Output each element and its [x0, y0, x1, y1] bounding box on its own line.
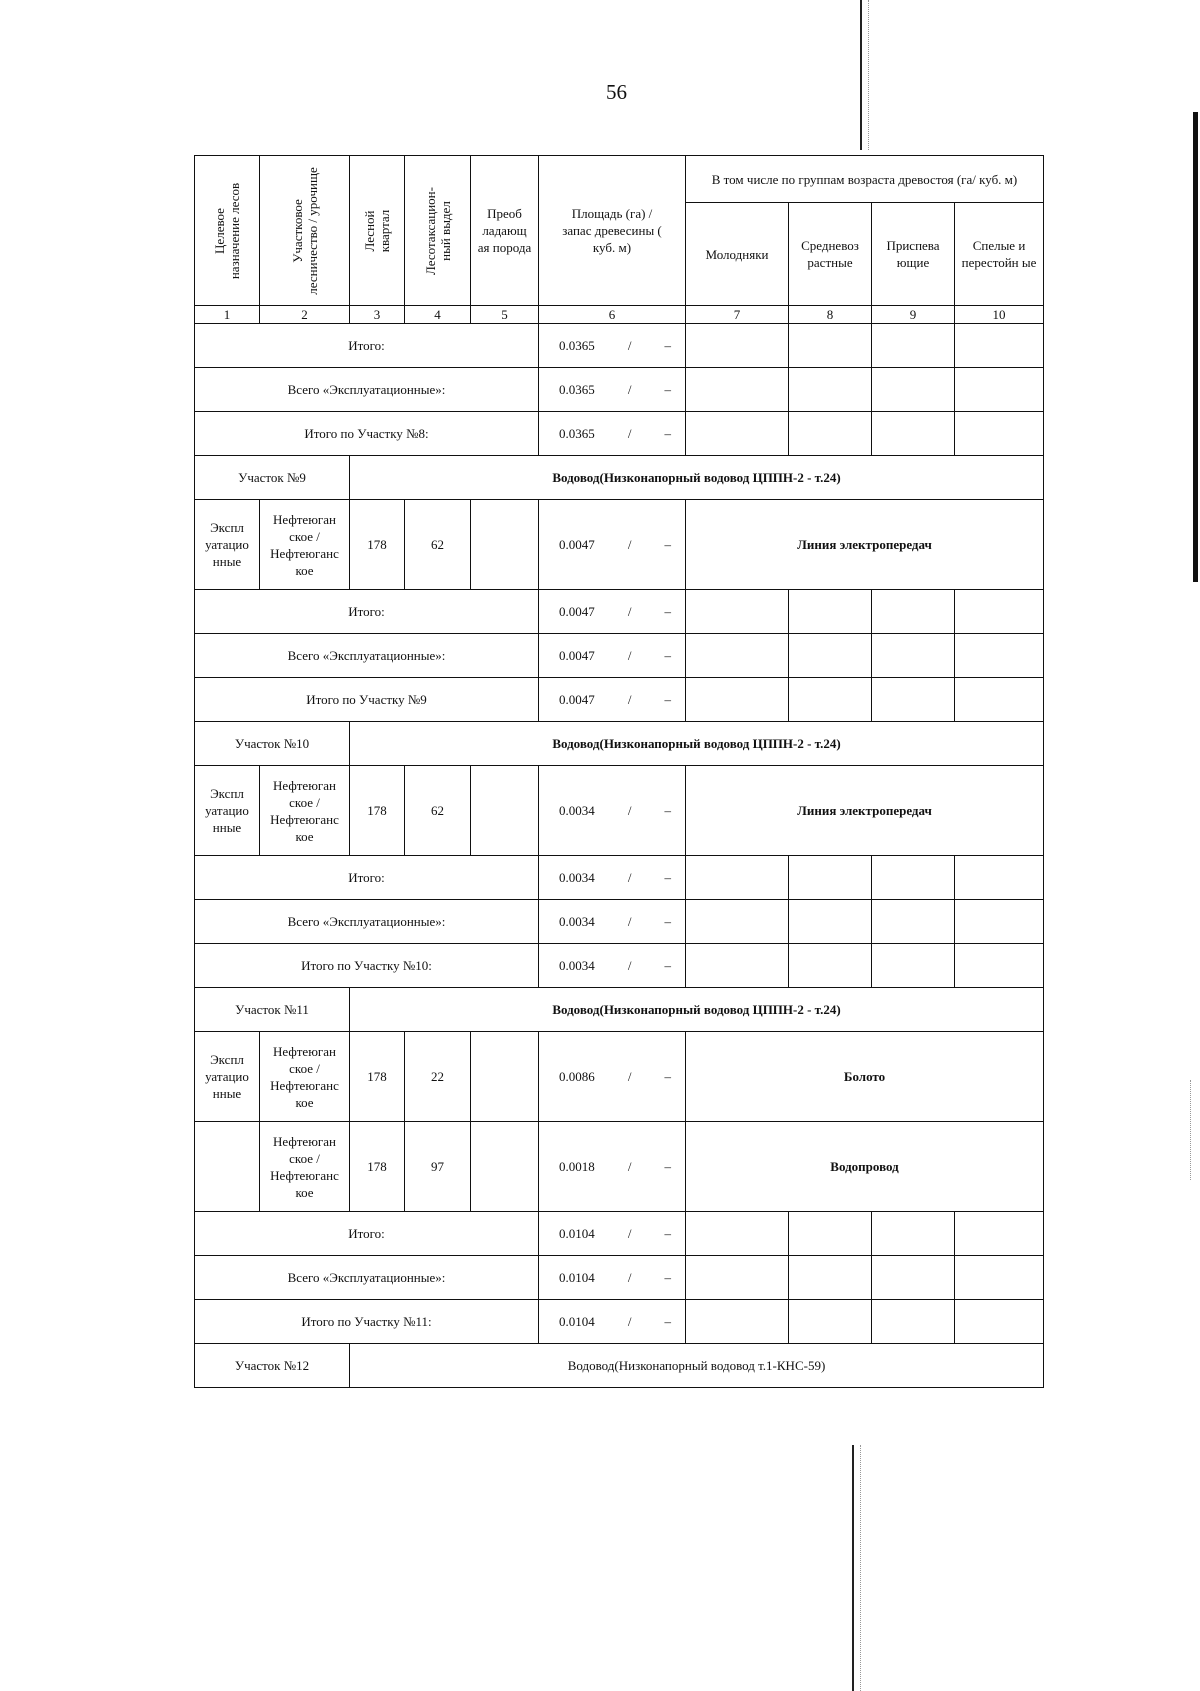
vydel-cell: 62: [405, 766, 471, 856]
dash: –: [664, 1069, 671, 1084]
area-value: 0.0365: [559, 426, 595, 441]
section-label: Участок №12: [195, 1344, 350, 1388]
data-row: [195, 500, 1044, 590]
summary-label: Всего «Эксплуатационные»:: [195, 900, 539, 944]
summary-label: Итого по Участку №9: [195, 678, 539, 722]
summary-label: Итого:: [195, 590, 539, 634]
separator: /: [627, 426, 632, 441]
dash: –: [664, 1270, 671, 1285]
separator: /: [627, 338, 632, 353]
summary-label: Итого:: [195, 856, 539, 900]
separator: /: [627, 382, 632, 397]
vydel-cell: 22: [405, 1032, 471, 1122]
summary-area-cell: [539, 324, 686, 368]
vydel-cell: 97: [405, 1122, 471, 1212]
forest-inventory-table: [194, 155, 1044, 1388]
separator: /: [627, 1270, 632, 1285]
note-cell: Линия электропередач: [686, 500, 1044, 590]
separator: /: [627, 692, 632, 707]
note-cell: Линия электропередач: [686, 766, 1044, 856]
area-value: 0.0104: [559, 1270, 595, 1285]
purpose-cell: [195, 1122, 260, 1212]
header-kvartal: Лесной квартал: [350, 156, 405, 306]
summary-row: [195, 412, 1044, 456]
forestry-cell: Нефтеюган ское / Нефтеюганс кое: [260, 1032, 350, 1122]
section-title-row: [195, 722, 1044, 766]
dash: –: [664, 338, 671, 353]
summary-area-cell: [539, 1300, 686, 1344]
purpose-cell: Экспл уатацио нные: [195, 1032, 260, 1122]
scan-margin-line: [860, 0, 862, 150]
purpose-cell: Экспл уатацио нные: [195, 500, 260, 590]
area-value: 0.0047: [559, 648, 595, 663]
dash: –: [664, 604, 671, 619]
summary-area-cell: [539, 412, 686, 456]
area-value: 0.0047: [559, 692, 595, 707]
summary-row: [195, 944, 1044, 988]
separator: /: [627, 1314, 632, 1329]
area-value: 0.0365: [559, 382, 595, 397]
column-number-row: [195, 306, 1044, 324]
header-forestry: Участковое лесничество / урочище: [260, 156, 350, 306]
summary-label: Итого:: [195, 324, 539, 368]
summary-area-cell: [539, 944, 686, 988]
header-maturing: Приспева ющие: [872, 203, 955, 306]
area-value: 0.0086: [559, 1069, 595, 1084]
separator: /: [627, 1159, 632, 1174]
area-value: 0.0034: [559, 803, 595, 818]
note-cell: Болото: [686, 1032, 1044, 1122]
separator: /: [627, 1069, 632, 1084]
scan-margin-line-bottom: [852, 1445, 854, 1691]
section-title-row: [195, 988, 1044, 1032]
summary-label: Всего «Эксплуатационные»:: [195, 634, 539, 678]
summary-row: [195, 1300, 1044, 1344]
summary-label: Всего «Эксплуатационные»:: [195, 1256, 539, 1300]
area-value: 0.0034: [559, 914, 595, 929]
col-num-5: 5: [471, 306, 539, 324]
data-row: [195, 766, 1044, 856]
forestry-cell: Нефтеюган ское / Нефтеюганс кое: [260, 766, 350, 856]
dash: –: [664, 870, 671, 885]
section-object: Водовод(Низконапорный водовод т.1-КНС-59): [350, 1344, 1044, 1388]
area-cell: [539, 1032, 686, 1122]
col-num-10: 10: [955, 306, 1044, 324]
col-num-2: 2: [260, 306, 350, 324]
area-value: 0.0104: [559, 1226, 595, 1241]
area-cell: [539, 1122, 686, 1212]
summary-row: [195, 1212, 1044, 1256]
summary-label: Итого по Участку №11:: [195, 1300, 539, 1344]
kvartal-cell: 178: [350, 500, 405, 590]
area-value: 0.0104: [559, 1314, 595, 1329]
kvartal-cell: 178: [350, 1032, 405, 1122]
dash: –: [664, 648, 671, 663]
scan-margin-dots-bottom: [860, 1445, 861, 1691]
header-young: Молодняки: [686, 203, 789, 306]
summary-area-cell: [539, 1256, 686, 1300]
summary-area-cell: [539, 634, 686, 678]
purpose-cell: Экспл уатацио нные: [195, 766, 260, 856]
area-cell: [539, 766, 686, 856]
dash: –: [664, 692, 671, 707]
section-label: Участок №11: [195, 988, 350, 1032]
section-object: Водовод(Низконапорный водовод ЦППН-2 - т.24): [350, 722, 1044, 766]
separator: /: [627, 870, 632, 885]
separator: /: [627, 958, 632, 973]
summary-area-cell: [539, 900, 686, 944]
forestry-cell: Нефтеюган ское / Нефтеюганс кое: [260, 1122, 350, 1212]
note-cell: Водопровод: [686, 1122, 1044, 1212]
dash: –: [664, 803, 671, 818]
section-title-row: [195, 456, 1044, 500]
dash: –: [664, 914, 671, 929]
separator: /: [627, 803, 632, 818]
col-num-4: 4: [405, 306, 471, 324]
header-area: Площадь (га) / запас древесины ( куб. м): [539, 156, 686, 306]
header-species: Преоб ладающ ая порода: [471, 156, 539, 306]
header-purpose: Целевое назначение лесов: [195, 156, 260, 306]
scan-edge-dots: [1190, 1080, 1191, 1180]
section-object: Водовод(Низконапорный водовод ЦППН-2 - т.24): [350, 456, 1044, 500]
section-object: Водовод(Низконапорный водовод ЦППН-2 - т.24): [350, 988, 1044, 1032]
header-middle-aged: Средневоз растные: [789, 203, 872, 306]
separator: /: [627, 648, 632, 663]
col-num-6: 6: [539, 306, 686, 324]
dash: –: [664, 958, 671, 973]
dash: –: [664, 426, 671, 441]
separator: /: [627, 914, 632, 929]
kvartal-cell: 178: [350, 1122, 405, 1212]
dash: –: [664, 382, 671, 397]
header-row-1: [195, 156, 1044, 203]
area-value: 0.0047: [559, 604, 595, 619]
kvartal-cell: 178: [350, 766, 405, 856]
scan-margin-dots: [868, 0, 869, 150]
scan-edge-bar: [1193, 112, 1198, 582]
summary-area-cell: [539, 678, 686, 722]
col-num-1: 1: [195, 306, 260, 324]
vydel-cell: 62: [405, 500, 471, 590]
page-number: 56: [606, 80, 627, 104]
dash: –: [664, 1226, 671, 1241]
section-label: Участок №10: [195, 722, 350, 766]
header-age-groups: В том числе по группам возраста древостоя (га/ куб. м): [686, 156, 1044, 203]
area-value: 0.0365: [559, 338, 595, 353]
summary-row: [195, 856, 1044, 900]
section-label: Участок №9: [195, 456, 350, 500]
separator: /: [627, 604, 632, 619]
col-num-3: 3: [350, 306, 405, 324]
area-value: 0.0018: [559, 1159, 595, 1174]
separator: /: [627, 1226, 632, 1241]
summary-row: [195, 324, 1044, 368]
summary-area-cell: [539, 590, 686, 634]
summary-row: [195, 634, 1044, 678]
separator: /: [627, 537, 632, 552]
header-mature: Спелые и перестойн ые: [955, 203, 1044, 306]
summary-label: Итого по Участку №8:: [195, 412, 539, 456]
forestry-cell: Нефтеюган ское / Нефтеюганс кое: [260, 500, 350, 590]
col-num-8: 8: [789, 306, 872, 324]
summary-label: Итого:: [195, 1212, 539, 1256]
dash: –: [664, 1159, 671, 1174]
dash: –: [664, 537, 671, 552]
summary-row: [195, 368, 1044, 412]
summary-row: [195, 1256, 1044, 1300]
summary-area-cell: [539, 1212, 686, 1256]
area-value: 0.0047: [559, 537, 595, 552]
summary-row: [195, 678, 1044, 722]
data-row: [195, 1122, 1044, 1212]
col-num-7: 7: [686, 306, 789, 324]
section-title-row: [195, 1344, 1044, 1388]
header-vydel: Лесотаксацион- ный выдел: [405, 156, 471, 306]
data-row: [195, 1032, 1044, 1122]
summary-label: Итого по Участку №10:: [195, 944, 539, 988]
area-value: 0.0034: [559, 958, 595, 973]
col-num-9: 9: [872, 306, 955, 324]
summary-row: [195, 590, 1044, 634]
area-cell: [539, 500, 686, 590]
summary-area-cell: [539, 856, 686, 900]
area-value: 0.0034: [559, 870, 595, 885]
summary-area-cell: [539, 368, 686, 412]
dash: –: [664, 1314, 671, 1329]
summary-label: Всего «Эксплуатационные»:: [195, 368, 539, 412]
summary-row: [195, 900, 1044, 944]
